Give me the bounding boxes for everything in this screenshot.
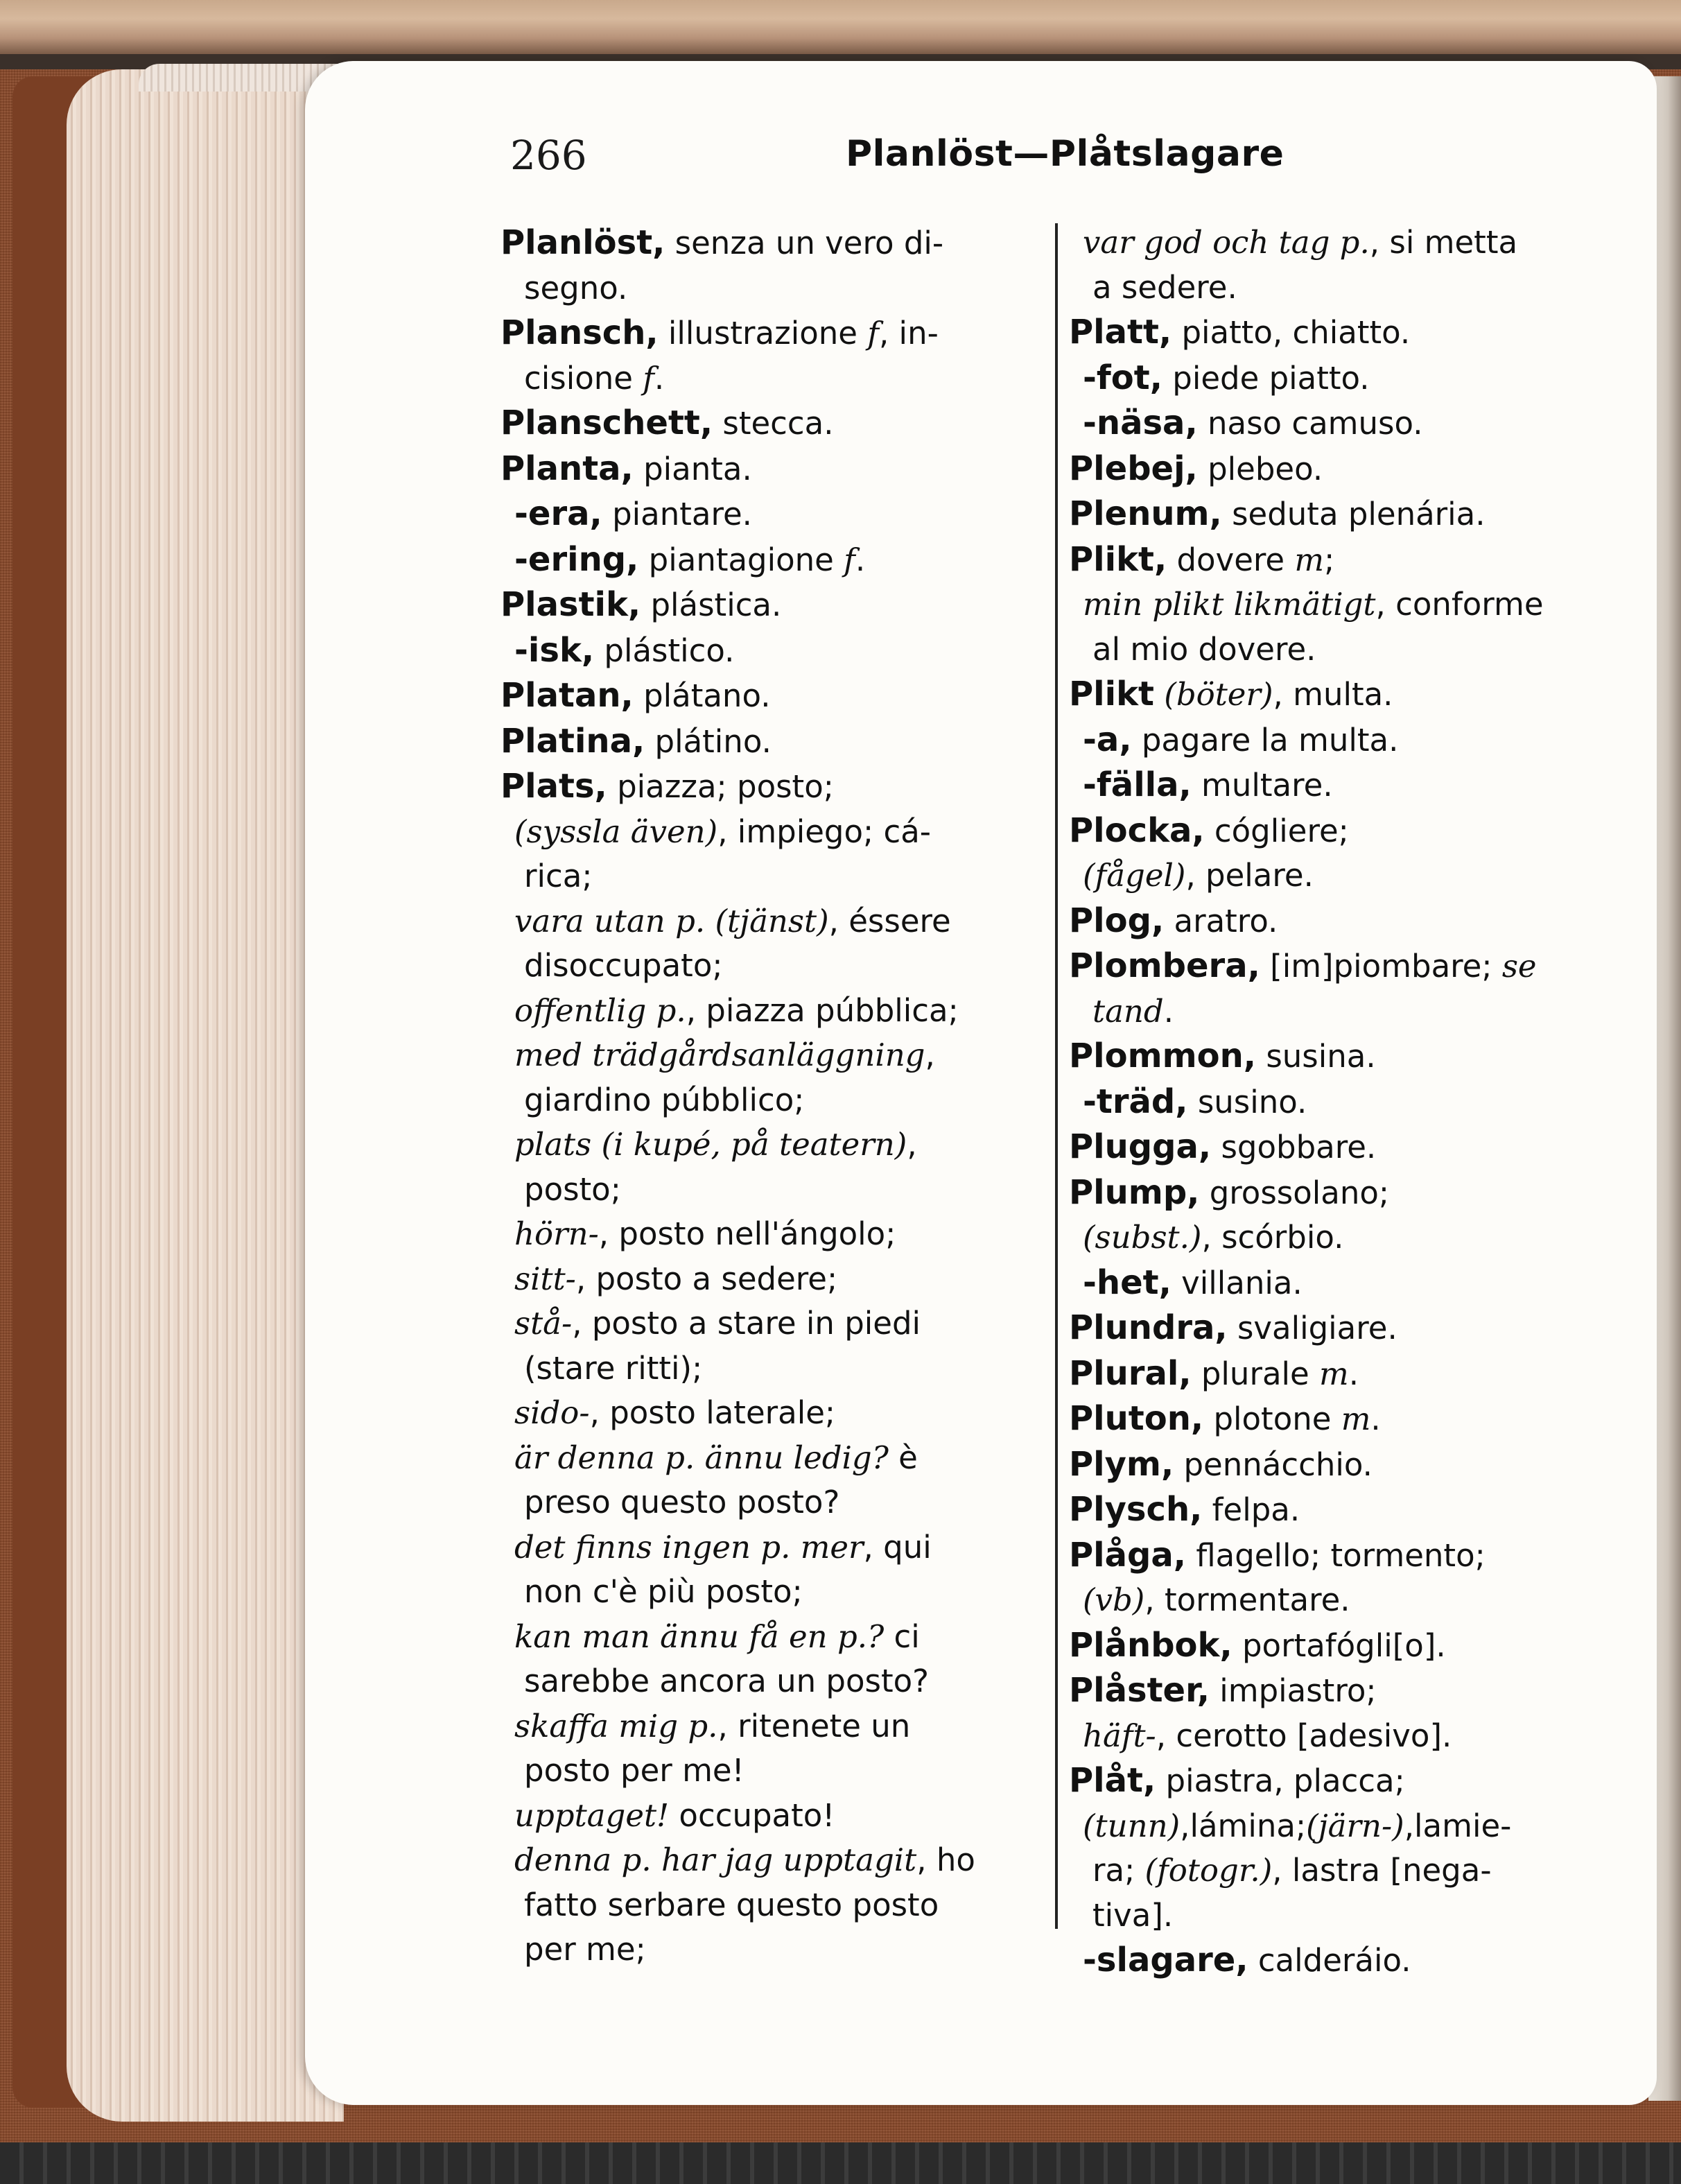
definition-text: pennácchio. — [1174, 1446, 1373, 1483]
definition-text: portafógli[o]. — [1232, 1627, 1446, 1664]
italic-text: tand — [1092, 992, 1164, 1030]
definition-text: felpa. — [1202, 1491, 1300, 1528]
definition-text: plátano. — [633, 677, 771, 714]
definition-text: , posto nell'ángolo; — [598, 1215, 896, 1252]
definition-text: ,lamie- — [1404, 1807, 1512, 1844]
definition-text: naso camuso. — [1197, 405, 1423, 442]
definition-text: piantagione — [638, 541, 844, 578]
definition-text: ci — [884, 1618, 920, 1655]
dictionary-line — [1069, 356, 1623, 401]
italic-text: f — [867, 315, 879, 352]
headword: -fot, — [1083, 358, 1162, 397]
dictionary-line — [1069, 718, 1623, 763]
dictionary-line — [1069, 1306, 1623, 1351]
definition-text: villania. — [1171, 1264, 1303, 1301]
page-stack-edges — [67, 69, 344, 2122]
definition-text: , posto laterale; — [589, 1394, 836, 1431]
dictionary-line — [1069, 266, 1623, 311]
headword: Plysch, — [1069, 1490, 1203, 1529]
definition-text: , posto a stare in piedi — [572, 1305, 921, 1342]
definition-text: , lastra [nega- — [1272, 1852, 1492, 1889]
definition-text: svaligiare. — [1227, 1310, 1397, 1346]
dictionary-line — [500, 401, 1034, 447]
italic-text: (vb) — [1083, 1581, 1145, 1618]
italic-text: m — [1341, 1401, 1371, 1437]
definition-text: , ritenete un — [717, 1707, 911, 1744]
dictionary-line — [500, 1525, 1034, 1570]
definition-text: plotone — [1203, 1401, 1341, 1437]
right-column — [1069, 220, 1623, 1984]
definition-text: tiva]. — [1092, 1896, 1174, 1934]
definition-text: piatto, chiatto. — [1172, 314, 1411, 351]
headword: Plåga, — [1069, 1535, 1187, 1575]
headword: Planlöst, — [500, 223, 665, 262]
headword: Plastik, — [500, 585, 641, 624]
keyboard-tray — [0, 2142, 1681, 2184]
definition-text: . — [1370, 1401, 1381, 1437]
definition-text: dovere — [1167, 541, 1295, 578]
headword: Plym, — [1069, 1444, 1174, 1484]
definition-text: , impiego; cá- — [717, 813, 932, 850]
definition-text: , in- — [878, 315, 939, 352]
headword: -isk, — [514, 630, 595, 670]
dictionary-line — [500, 1301, 1034, 1346]
dictionary-line — [1069, 1260, 1623, 1306]
definition-text: , si metta — [1369, 224, 1518, 261]
italic-text: med trädgårdsanläggning — [514, 1037, 925, 1073]
definition-text: disoccupato; — [524, 947, 723, 984]
italic-text: sido- — [514, 1394, 590, 1431]
dictionary-line — [1069, 537, 1623, 583]
headword: -het, — [1083, 1263, 1172, 1302]
dictionary-line — [500, 944, 1034, 989]
definition-text: , tormentare. — [1144, 1581, 1350, 1618]
dictionary-line — [500, 1794, 1034, 1839]
definition-text: , — [925, 1037, 935, 1073]
dictionary-line — [500, 1838, 1034, 1883]
definition-text: ; — [1324, 541, 1335, 578]
headword: -a, — [1083, 720, 1132, 759]
headword: Plundra, — [1069, 1308, 1228, 1347]
headword: Plikt, — [1069, 539, 1167, 579]
dictionary-line — [1069, 1396, 1623, 1442]
definition-text: plebeo. — [1197, 450, 1323, 487]
dictionary-line — [1069, 944, 1623, 989]
italic-text: (järn-) — [1306, 1807, 1404, 1844]
definition-text: stecca. — [713, 405, 834, 442]
dictionary-line — [1069, 1804, 1623, 1849]
definition-text: plátino. — [645, 722, 772, 760]
italic-text: f — [844, 541, 855, 578]
dictionary-line — [1069, 1714, 1623, 1759]
dictionary-line — [1069, 1080, 1623, 1125]
dictionary-line — [1069, 1848, 1623, 1893]
headword: Platt, — [1069, 313, 1172, 352]
definition-text: plástico. — [594, 632, 735, 669]
dictionary-line — [500, 1078, 1034, 1123]
headword: Plats, — [500, 767, 607, 806]
dictionary-line — [500, 1123, 1034, 1168]
dictionary-line — [1069, 1351, 1623, 1397]
dictionary-line — [500, 1168, 1034, 1213]
definition-text: susina. — [1256, 1038, 1376, 1075]
dictionary-line — [500, 447, 1034, 492]
italic-text: häft- — [1083, 1717, 1156, 1754]
definition-text: ,lámina; — [1180, 1807, 1307, 1844]
dictionary-line — [500, 356, 1034, 401]
definition-text: plurale — [1191, 1355, 1320, 1392]
dictionary-line — [1069, 220, 1623, 266]
dictionary-line — [1069, 672, 1623, 718]
headword: Plåt, — [1069, 1761, 1156, 1800]
definition-text: , multa. — [1273, 676, 1393, 713]
dictionary-line — [1069, 1034, 1623, 1080]
dictionary-line — [500, 1883, 1034, 1928]
definition-text: è — [888, 1439, 918, 1476]
definition-text: piede piatto. — [1162, 359, 1370, 397]
definition-text: multare. — [1191, 767, 1333, 804]
definition-text: , qui — [863, 1528, 932, 1566]
dictionary-line — [1069, 582, 1623, 627]
definition-text: piazza; posto; — [607, 768, 834, 805]
dictionary-line — [1069, 1578, 1623, 1623]
definition-text: ra; — [1092, 1852, 1145, 1889]
definition-text: impiastro; — [1209, 1672, 1377, 1709]
headword: Plebej, — [1069, 449, 1198, 488]
definition-text: pianta. — [633, 450, 752, 487]
definition-text: rica; — [524, 858, 593, 894]
headword: Plommon, — [1069, 1037, 1257, 1075]
dictionary-line — [1069, 627, 1623, 673]
dictionary-line — [500, 1346, 1034, 1392]
headword: Pluton, — [1069, 1399, 1204, 1438]
definition-text: . — [1348, 1355, 1359, 1392]
italic-text: min plikt likmätigt — [1083, 586, 1376, 623]
dictionary-line — [500, 1704, 1034, 1749]
definition-text: calderáio. — [1248, 1942, 1411, 1979]
headword: Platina, — [500, 721, 645, 761]
definition-text: , éssere — [828, 902, 951, 939]
dictionary-line — [1069, 1668, 1623, 1714]
wooden-shelf — [0, 0, 1681, 54]
dictionary-line — [1069, 492, 1623, 537]
italic-text: (fågel) — [1083, 857, 1186, 894]
italic-text: plats (i kupé, på teatern) — [514, 1126, 907, 1163]
dictionary-line — [500, 1615, 1034, 1660]
dictionary-line — [500, 764, 1034, 810]
italic-text: sitt- — [514, 1260, 576, 1297]
definition-text: [im]piombare; — [1260, 948, 1502, 985]
definition-text: , cerotto [adesivo]. — [1156, 1717, 1452, 1754]
headword: Plåster, — [1069, 1671, 1210, 1710]
dictionary-line — [500, 1749, 1034, 1794]
italic-text: se — [1501, 948, 1537, 985]
dictionary-line — [1069, 853, 1623, 899]
dictionary-line — [1069, 1215, 1623, 1260]
definition-text: flagello; tormento; — [1186, 1536, 1486, 1574]
definition-text: piastra, placca; — [1156, 1762, 1405, 1799]
dictionary-line — [1069, 1442, 1623, 1488]
definition-text: occupato! — [669, 1796, 835, 1834]
headword: -ering, — [514, 539, 639, 579]
dictionary-line — [500, 220, 1034, 266]
definition-text: plástica. — [641, 587, 782, 623]
italic-text: stå- — [514, 1305, 573, 1342]
definition-text: non c'è più posto; — [524, 1573, 803, 1610]
headword: Plombera, — [1069, 946, 1260, 985]
dictionary-line — [1069, 989, 1623, 1034]
dictionary-line — [500, 1570, 1034, 1615]
dictionary-line — [1069, 1125, 1623, 1170]
headword: Plog, — [1069, 901, 1165, 940]
dictionary-line — [1069, 808, 1623, 854]
italic-text: vara utan p. (tjänst) — [514, 902, 829, 939]
definition-text: aratro. — [1164, 902, 1278, 939]
definition-text: susino. — [1187, 1083, 1307, 1120]
definition-text: sgobbare. — [1211, 1129, 1377, 1165]
italic-text: m — [1294, 541, 1325, 578]
headword: Planschett, — [500, 404, 713, 442]
headword: Plugga, — [1069, 1127, 1212, 1166]
dictionary-line — [500, 311, 1034, 356]
italic-text: f — [643, 359, 654, 397]
italic-text: denna p. har jag upptagit — [514, 1841, 917, 1878]
italic-text: upptaget! — [514, 1796, 670, 1834]
italic-text: (syssla även) — [514, 813, 718, 850]
definition-text: . — [654, 359, 665, 397]
dictionary-line — [500, 1257, 1034, 1302]
dictionary-line — [500, 1033, 1034, 1078]
dictionary-line — [500, 719, 1034, 765]
dictionary-line — [1069, 763, 1623, 808]
running-head: Planlöst—Plåtslagare — [846, 133, 1284, 175]
headword: Plump, — [1069, 1172, 1200, 1212]
headword: Plansch, — [500, 313, 659, 352]
headword: Plocka, — [1069, 811, 1205, 850]
italic-text: m — [1319, 1355, 1349, 1392]
italic-text: det finns ingen p. mer — [514, 1528, 864, 1566]
dictionary-line — [500, 266, 1034, 311]
definition-text: pagare la multa. — [1131, 721, 1399, 759]
headword: -era, — [514, 494, 602, 533]
definition-text: illustrazione — [658, 315, 868, 352]
definition-text: grossolano; — [1199, 1174, 1390, 1211]
italic-text: skaffa mig p. — [514, 1707, 718, 1744]
definition-text: cógliere; — [1204, 812, 1349, 849]
headword: Plural, — [1069, 1353, 1192, 1393]
dictionary-line — [1069, 1938, 1623, 1984]
definition-text: sarebbe ancora un posto? — [524, 1663, 930, 1699]
italic-text: var god och tag p. — [1083, 224, 1370, 261]
italic-text: kan man ännu få en p.? — [514, 1618, 885, 1655]
definition-text: , scórbio. — [1201, 1219, 1344, 1256]
dictionary-line — [500, 854, 1034, 899]
dictionary-line — [1069, 1758, 1623, 1804]
definition-text: fatto serbare questo posto — [524, 1886, 939, 1923]
italic-text: hörn- — [514, 1215, 599, 1252]
dictionary-line — [500, 810, 1034, 855]
headword: -träd, — [1083, 1082, 1188, 1121]
definition-text: . — [855, 541, 866, 578]
dictionary-line — [1069, 1893, 1623, 1939]
dictionary-line — [500, 673, 1034, 719]
headword: Platan, — [500, 676, 634, 715]
dictionary-line — [500, 537, 1034, 583]
definition-text: , conforme — [1375, 586, 1544, 623]
italic-text: är denna p. ännu ledig? — [514, 1439, 889, 1476]
page-number: 266 — [510, 132, 587, 179]
headword: -näsa, — [1083, 404, 1198, 442]
definition-text: , ho — [916, 1841, 975, 1878]
headword: Plikt — [1069, 675, 1154, 713]
definition-text: , — [907, 1126, 917, 1163]
italic-text: (böter) — [1153, 676, 1273, 713]
italic-text: offentlig p. — [514, 991, 686, 1029]
definition-text: al mio dovere. — [1092, 630, 1316, 668]
headword: -fälla, — [1083, 765, 1192, 804]
definition-text: , pelare. — [1185, 857, 1314, 894]
italic-text: (fotogr.) — [1144, 1852, 1273, 1889]
definition-text: giardino púbblico; — [524, 1081, 805, 1118]
headword: Plånbok, — [1069, 1625, 1233, 1665]
dictionary-line — [500, 582, 1034, 628]
dictionary-line — [500, 1212, 1034, 1257]
definition-text: (stare ritti); — [524, 1349, 703, 1387]
dictionary-line — [1069, 310, 1623, 356]
dictionary-line — [1069, 401, 1623, 447]
dictionary-line — [1069, 899, 1623, 944]
definition-text: preso questo posto? — [524, 1484, 840, 1520]
headword: Planta, — [500, 449, 634, 488]
headword: -slagare, — [1083, 1941, 1248, 1979]
definition-text: posto; — [524, 1170, 621, 1208]
dictionary-line — [1069, 1170, 1623, 1216]
left-column — [500, 220, 1034, 1973]
definition-text: . — [1163, 992, 1174, 1030]
page-header — [0, 132, 1681, 187]
dictionary-line — [1069, 1533, 1623, 1579]
dictionary-line — [500, 492, 1034, 537]
definition-text: cisione — [524, 359, 643, 397]
definition-text: , posto a sedere; — [575, 1260, 838, 1297]
dictionary-line — [500, 1436, 1034, 1481]
dictionary-line — [1069, 1487, 1623, 1533]
definition-text: , piazza púbblica; — [686, 991, 959, 1029]
dictionary-line — [500, 1927, 1034, 1973]
dictionary-line — [1069, 1623, 1623, 1669]
definition-text: a sedere. — [1092, 268, 1237, 306]
dictionary-line — [1069, 447, 1623, 492]
dictionary-line — [500, 1659, 1034, 1704]
headword: Plenum, — [1069, 494, 1222, 533]
definition-text: posto per me! — [524, 1752, 744, 1789]
definition-text: seduta plenária. — [1221, 496, 1486, 532]
italic-text: (tunn) — [1083, 1807, 1181, 1844]
dictionary-line — [500, 899, 1034, 944]
dictionary-line — [500, 628, 1034, 674]
dictionary-line — [500, 1480, 1034, 1525]
italic-text: (subst.) — [1083, 1219, 1202, 1256]
dictionary-line — [500, 989, 1034, 1034]
definition-text: segno. — [524, 269, 628, 306]
definition-text: piantare. — [602, 496, 752, 532]
definition-text: senza un vero di- — [665, 225, 944, 261]
column-divider — [1055, 223, 1058, 1929]
definition-text: per me; — [524, 1931, 646, 1968]
dictionary-line — [500, 1391, 1034, 1436]
